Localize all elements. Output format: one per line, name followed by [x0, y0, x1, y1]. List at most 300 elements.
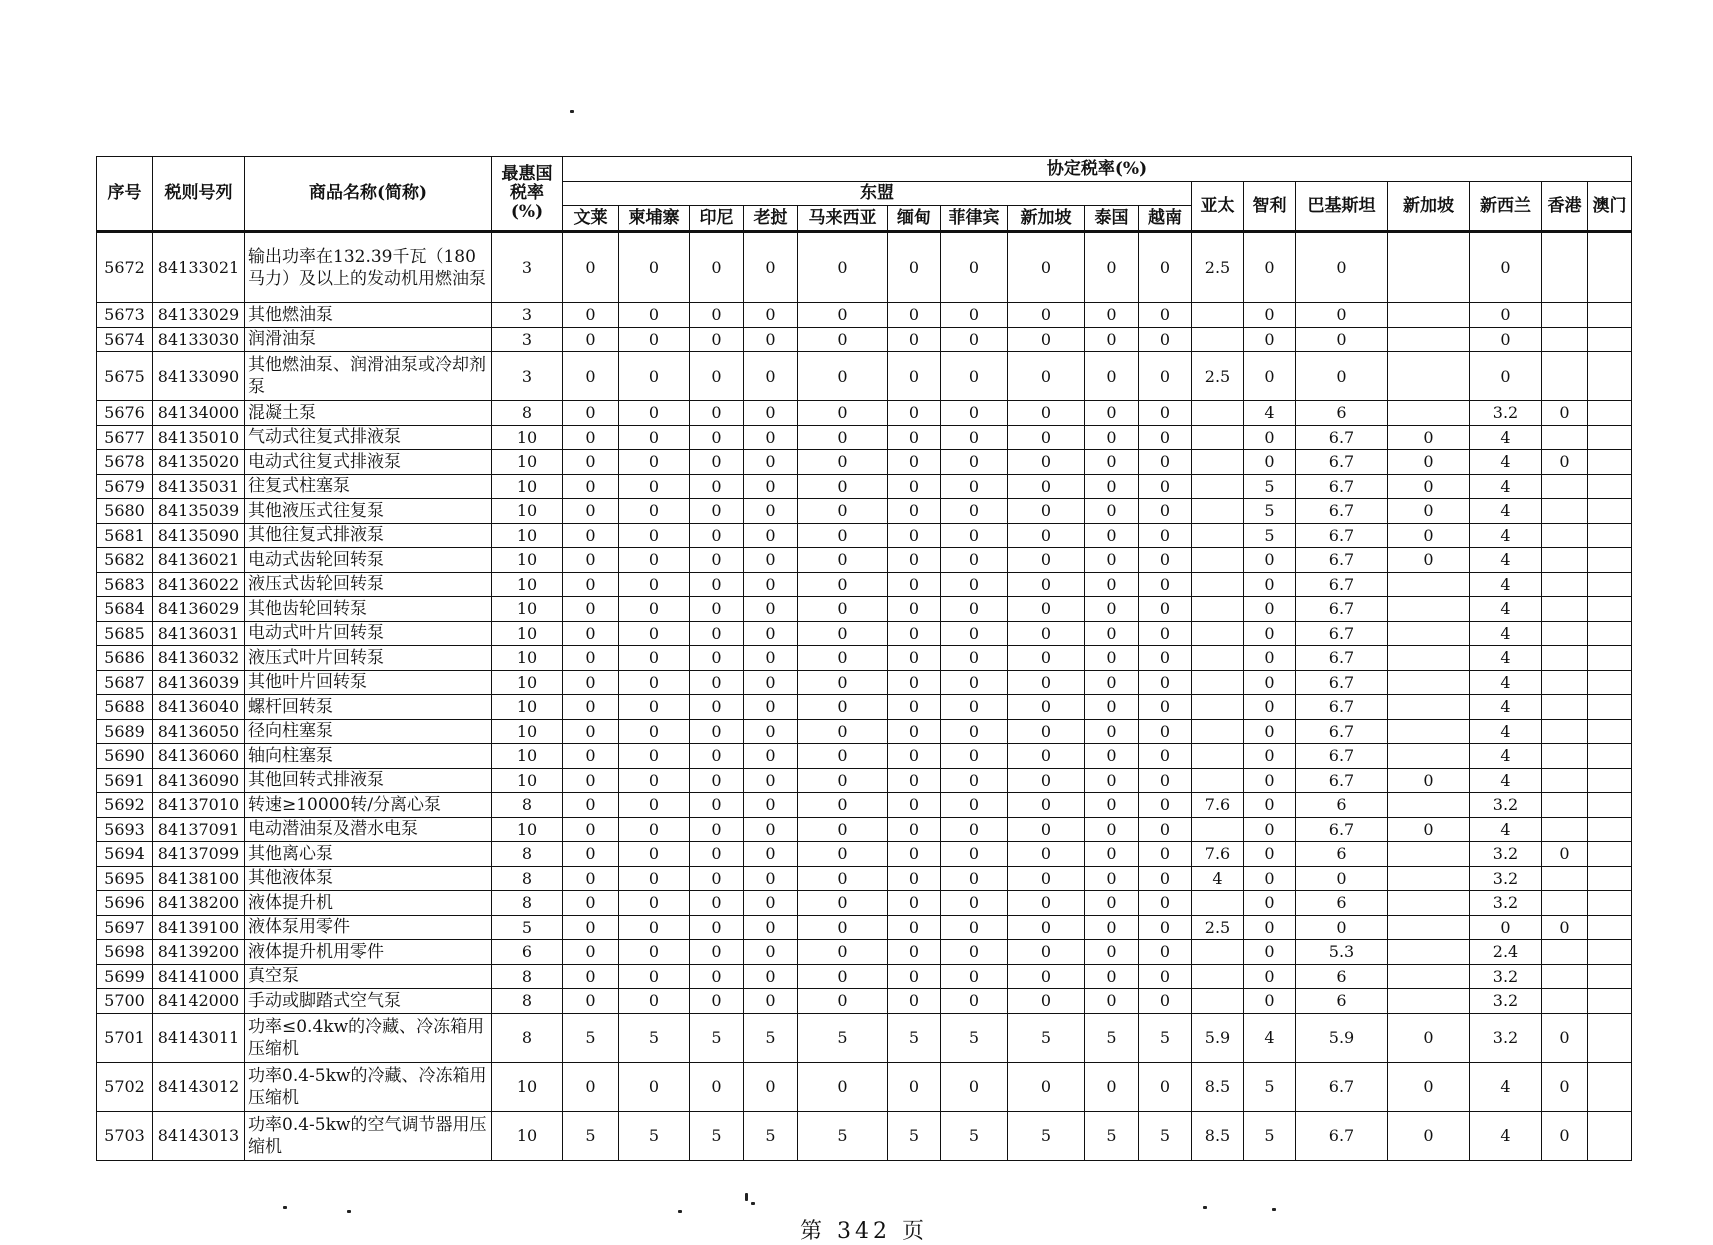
cell-mfn: 10	[492, 646, 563, 671]
cell-asean-rate: 0	[1008, 670, 1085, 695]
cell-agreement-rate: 0	[1296, 866, 1388, 891]
col-header-macau: 澳门	[1588, 182, 1632, 232]
cell-asean-rate: 0	[619, 964, 690, 989]
cell-asean-rate: 0	[690, 1062, 744, 1111]
cell-asean-rate: 0	[798, 670, 888, 695]
cell-asean-rate: 0	[1085, 915, 1139, 940]
cell-asean-rate: 0	[941, 989, 1008, 1014]
cell-asean-rate: 0	[563, 425, 619, 450]
cell-agreement-rate: 0	[1542, 1062, 1588, 1111]
cell-asean-rate: 0	[619, 499, 690, 524]
cell-asean-rate: 0	[690, 646, 744, 671]
cell-asean-rate: 0	[941, 232, 1008, 303]
table-row	[97, 891, 1632, 916]
cell-asean-rate: 0	[1008, 695, 1085, 720]
cell-agreement-rate: 6.7	[1296, 1062, 1388, 1111]
cell-asean-rate: 0	[563, 646, 619, 671]
cell-mfn: 10	[492, 572, 563, 597]
cell-code: 84136060	[153, 744, 245, 769]
cell-code: 84133030	[153, 327, 245, 352]
cell-agreement-rate	[1542, 793, 1588, 818]
cell-asean-rate: 0	[563, 499, 619, 524]
cell-agreement-rate	[1542, 474, 1588, 499]
cell-name: 其他燃油泵、润滑油泵或冷却剂泵	[245, 352, 492, 401]
table-row	[97, 499, 1632, 524]
cell-asean-rate: 0	[1008, 352, 1085, 401]
cell-name: 其他液体泵	[245, 866, 492, 891]
cell-code: 84133029	[153, 303, 245, 328]
cell-asean-rate: 0	[690, 915, 744, 940]
cell-asean-rate: 0	[888, 425, 941, 450]
cell-agreement-rate	[1542, 719, 1588, 744]
cell-asean-rate: 0	[888, 499, 941, 524]
col-header-myanmar: 缅甸	[888, 206, 941, 232]
cell-asean-rate: 0	[941, 450, 1008, 475]
col-header-laos: 老挝	[744, 206, 798, 232]
col-header-code: 税则号列	[153, 157, 245, 232]
cell-agreement-rate	[1542, 352, 1588, 401]
cell-agreement-rate	[1588, 523, 1632, 548]
cell-asean-rate: 5	[563, 1013, 619, 1062]
cell-asean-rate: 0	[563, 940, 619, 965]
cell-asean-rate: 0	[563, 964, 619, 989]
cell-asean-rate: 0	[798, 303, 888, 328]
cell-asean-rate: 0	[1139, 597, 1192, 622]
cell-mfn: 8	[492, 842, 563, 867]
cell-asean-rate: 0	[798, 327, 888, 352]
cell-asean-rate: 0	[619, 768, 690, 793]
cell-asean-rate: 5	[941, 1013, 1008, 1062]
cell-asean-rate: 0	[1085, 523, 1139, 548]
cell-name: 电动式往复式排液泵	[245, 450, 492, 475]
cell-asean-rate: 0	[619, 989, 690, 1014]
cell-agreement-rate: 4	[1470, 450, 1542, 475]
cell-asean-rate: 0	[690, 232, 744, 303]
cell-asean-rate: 0	[1008, 719, 1085, 744]
cell-name: 液体提升机用零件	[245, 940, 492, 965]
cell-mfn: 5	[492, 915, 563, 940]
cell-agreement-rate: 0	[1244, 842, 1296, 867]
cell-asean-rate: 0	[619, 670, 690, 695]
cell-agreement-rate: 5	[1244, 474, 1296, 499]
tariff-sheet	[96, 156, 1632, 1161]
cell-code: 84136029	[153, 597, 245, 622]
cell-agreement-rate	[1542, 499, 1588, 524]
cell-agreement-rate	[1588, 572, 1632, 597]
cell-asean-rate: 0	[690, 719, 744, 744]
cell-name: 螺杆回转泵	[245, 695, 492, 720]
cell-asean-rate: 0	[744, 744, 798, 769]
cell-asean-rate: 0	[744, 817, 798, 842]
cell-asean-rate: 0	[941, 646, 1008, 671]
table-row	[97, 964, 1632, 989]
cell-asean-rate: 0	[563, 523, 619, 548]
cell-asean-rate: 5	[619, 1013, 690, 1062]
cell-agreement-rate	[1542, 768, 1588, 793]
cell-agreement-rate	[1388, 695, 1470, 720]
cell-agreement-rate: 3.2	[1470, 1013, 1542, 1062]
cell-agreement-rate: 0	[1388, 768, 1470, 793]
cell-agreement-rate	[1542, 940, 1588, 965]
page-number: 第 342 页	[800, 1219, 928, 1244]
col-header-asean: 东盟	[563, 182, 1192, 206]
cell-agreement-rate: 0	[1388, 1062, 1470, 1111]
cell-agreement-rate	[1588, 768, 1632, 793]
cell-agreement-rate	[1588, 352, 1632, 401]
col-header-indonesia: 印尼	[690, 206, 744, 232]
cell-agreement-rate: 0	[1296, 303, 1388, 328]
cell-agreement-rate: 4	[1470, 572, 1542, 597]
col-header-agreement: 协定税率(%)	[563, 157, 1632, 182]
cell-asean-rate: 0	[744, 548, 798, 573]
table-row	[97, 327, 1632, 352]
cell-asean-rate: 0	[941, 548, 1008, 573]
cell-name: 其他离心泵	[245, 842, 492, 867]
cell-agreement-rate	[1192, 817, 1244, 842]
cell-code: 84143011	[153, 1013, 245, 1062]
cell-mfn: 8	[492, 1013, 563, 1062]
cell-agreement-rate	[1192, 425, 1244, 450]
cell-agreement-rate	[1388, 327, 1470, 352]
cell-asean-rate: 0	[941, 793, 1008, 818]
cell-asean-rate: 0	[563, 915, 619, 940]
cell-mfn: 10	[492, 474, 563, 499]
cell-name: 其他燃油泵	[245, 303, 492, 328]
cell-mfn: 6	[492, 940, 563, 965]
cell-agreement-rate: 5	[1244, 499, 1296, 524]
cell-asean-rate: 0	[563, 303, 619, 328]
table-row	[97, 793, 1632, 818]
table-row	[97, 474, 1632, 499]
cell-asean-rate: 5	[1008, 1111, 1085, 1160]
cell-agreement-rate	[1192, 989, 1244, 1014]
cell-mfn: 10	[492, 719, 563, 744]
cell-asean-rate: 0	[1085, 817, 1139, 842]
col-header-singapore-fta: 新加坡	[1388, 182, 1470, 232]
cell-code: 84135039	[153, 499, 245, 524]
cell-asean-rate: 0	[1008, 817, 1085, 842]
cell-asean-rate: 0	[941, 768, 1008, 793]
cell-agreement-rate: 2.5	[1192, 352, 1244, 401]
cell-agreement-rate: 6.7	[1296, 548, 1388, 573]
cell-agreement-rate: 0	[1244, 768, 1296, 793]
cell-asean-rate: 0	[888, 842, 941, 867]
cell-agreement-rate: 2.4	[1470, 940, 1542, 965]
cell-asean-rate: 0	[1139, 793, 1192, 818]
cell-agreement-rate: 4	[1244, 401, 1296, 426]
cell-mfn: 10	[492, 768, 563, 793]
cell-asean-rate: 0	[690, 842, 744, 867]
table-row	[97, 646, 1632, 671]
cell-asean-rate: 0	[744, 621, 798, 646]
cell-asean-rate: 0	[1139, 474, 1192, 499]
cell-agreement-rate: 0	[1244, 425, 1296, 450]
cell-agreement-rate: 0	[1388, 425, 1470, 450]
cell-asean-rate: 0	[798, 744, 888, 769]
scan-speck	[751, 1202, 755, 1205]
cell-agreement-rate: 0	[1244, 352, 1296, 401]
cell-agreement-rate: 4	[1470, 695, 1542, 720]
cell-asean-rate: 0	[690, 499, 744, 524]
col-header-apta: 亚太	[1192, 182, 1244, 232]
col-header-chile: 智利	[1244, 182, 1296, 232]
cell-asean-rate: 0	[690, 940, 744, 965]
table-row	[97, 523, 1632, 548]
cell-asean-rate: 0	[1139, 523, 1192, 548]
cell-asean-rate: 0	[1008, 866, 1085, 891]
cell-asean-rate: 0	[941, 915, 1008, 940]
cell-agreement-rate	[1588, 989, 1632, 1014]
cell-agreement-rate: 5.9	[1296, 1013, 1388, 1062]
cell-agreement-rate: 0	[1388, 817, 1470, 842]
cell-asean-rate: 0	[1139, 915, 1192, 940]
cell-asean-rate: 0	[1008, 327, 1085, 352]
cell-asean-rate: 0	[1085, 401, 1139, 426]
cell-name: 转速≥10000转/分离心泵	[245, 793, 492, 818]
cell-asean-rate: 0	[690, 303, 744, 328]
cell-code: 84142000	[153, 989, 245, 1014]
cell-asean-rate: 0	[1008, 450, 1085, 475]
cell-asean-rate: 0	[563, 1062, 619, 1111]
cell-asean-rate: 0	[941, 499, 1008, 524]
col-header-philippines: 菲律宾	[941, 206, 1008, 232]
table-row	[97, 232, 1632, 303]
col-header-cambodia: 柬埔寨	[619, 206, 690, 232]
cell-asean-rate: 0	[941, 401, 1008, 426]
cell-asean-rate: 5	[798, 1111, 888, 1160]
cell-asean-rate: 0	[1008, 768, 1085, 793]
cell-asean-rate: 0	[563, 572, 619, 597]
cell-code: 84137091	[153, 817, 245, 842]
cell-asean-rate: 0	[563, 670, 619, 695]
cell-mfn: 3	[492, 327, 563, 352]
cell-agreement-rate	[1192, 646, 1244, 671]
cell-agreement-rate	[1192, 450, 1244, 475]
col-header-name: 商品名称(简称)	[245, 157, 492, 232]
cell-asean-rate: 0	[941, 572, 1008, 597]
cell-seq: 5695	[97, 866, 153, 891]
cell-agreement-rate: 6	[1296, 842, 1388, 867]
cell-name: 电动式叶片回转泵	[245, 621, 492, 646]
cell-asean-rate: 0	[941, 303, 1008, 328]
cell-seq: 5696	[97, 891, 153, 916]
cell-agreement-rate: 6.7	[1296, 670, 1388, 695]
cell-asean-rate: 0	[941, 940, 1008, 965]
cell-agreement-rate: 6	[1296, 891, 1388, 916]
cell-asean-rate: 0	[744, 670, 798, 695]
cell-asean-rate: 0	[690, 744, 744, 769]
cell-seq: 5684	[97, 597, 153, 622]
cell-name: 润滑油泵	[245, 327, 492, 352]
cell-asean-rate: 0	[888, 646, 941, 671]
cell-name: 其他叶片回转泵	[245, 670, 492, 695]
cell-seq: 5673	[97, 303, 153, 328]
table-row	[97, 670, 1632, 695]
cell-asean-rate: 5	[1139, 1111, 1192, 1160]
table-row	[97, 695, 1632, 720]
cell-agreement-rate	[1192, 597, 1244, 622]
cell-agreement-rate	[1542, 232, 1588, 303]
cell-seq: 5687	[97, 670, 153, 695]
cell-mfn: 10	[492, 597, 563, 622]
cell-asean-rate: 0	[1085, 499, 1139, 524]
cell-asean-rate: 0	[1085, 646, 1139, 671]
cell-agreement-rate: 0	[1470, 915, 1542, 940]
cell-asean-rate: 0	[888, 450, 941, 475]
cell-agreement-rate	[1192, 327, 1244, 352]
tariff-body	[97, 232, 1632, 1161]
cell-seq: 5672	[97, 232, 153, 303]
cell-asean-rate: 0	[744, 401, 798, 426]
cell-agreement-rate: 0	[1244, 891, 1296, 916]
cell-agreement-rate	[1388, 915, 1470, 940]
cell-agreement-rate	[1588, 450, 1632, 475]
cell-name: 其他齿轮回转泵	[245, 597, 492, 622]
cell-agreement-rate: 4	[1470, 621, 1542, 646]
cell-agreement-rate	[1192, 474, 1244, 499]
cell-seq: 5678	[97, 450, 153, 475]
cell-asean-rate: 0	[1008, 646, 1085, 671]
cell-code: 84137099	[153, 842, 245, 867]
cell-agreement-rate: 4	[1192, 866, 1244, 891]
cell-asean-rate: 0	[888, 793, 941, 818]
cell-asean-rate: 0	[798, 621, 888, 646]
cell-asean-rate: 0	[1085, 695, 1139, 720]
cell-asean-rate: 0	[798, 1062, 888, 1111]
cell-agreement-rate: 6	[1296, 964, 1388, 989]
cell-asean-rate: 0	[619, 842, 690, 867]
cell-agreement-rate	[1588, 670, 1632, 695]
cell-agreement-rate: 0	[1244, 646, 1296, 671]
cell-agreement-rate	[1388, 989, 1470, 1014]
cell-asean-rate: 0	[888, 989, 941, 1014]
table-row	[97, 1062, 1632, 1111]
cell-agreement-rate	[1588, 327, 1632, 352]
cell-asean-rate: 0	[563, 327, 619, 352]
scan-speck	[347, 1210, 351, 1213]
cell-seq: 5694	[97, 842, 153, 867]
cell-asean-rate: 0	[744, 989, 798, 1014]
cell-agreement-rate: 5.9	[1192, 1013, 1244, 1062]
cell-asean-rate: 0	[1008, 523, 1085, 548]
cell-asean-rate: 0	[888, 866, 941, 891]
cell-agreement-rate	[1192, 891, 1244, 916]
cell-asean-rate: 0	[1139, 719, 1192, 744]
cell-mfn: 10	[492, 1062, 563, 1111]
cell-asean-rate: 0	[941, 817, 1008, 842]
table-row	[97, 915, 1632, 940]
cell-seq: 5699	[97, 964, 153, 989]
cell-asean-rate: 0	[619, 817, 690, 842]
cell-asean-rate: 0	[690, 964, 744, 989]
cell-mfn: 3	[492, 232, 563, 303]
table-row	[97, 401, 1632, 426]
cell-agreement-rate: 6.7	[1296, 817, 1388, 842]
cell-agreement-rate	[1192, 621, 1244, 646]
cell-code: 84136040	[153, 695, 245, 720]
cell-asean-rate: 0	[744, 866, 798, 891]
cell-asean-rate: 0	[1085, 548, 1139, 573]
cell-asean-rate: 0	[941, 621, 1008, 646]
cell-agreement-rate	[1588, 940, 1632, 965]
cell-agreement-rate: 0	[1470, 352, 1542, 401]
cell-asean-rate: 0	[1139, 450, 1192, 475]
cell-asean-rate: 0	[1139, 548, 1192, 573]
cell-asean-rate: 0	[1139, 817, 1192, 842]
cell-asean-rate: 0	[798, 964, 888, 989]
cell-agreement-rate	[1542, 425, 1588, 450]
cell-asean-rate: 0	[798, 817, 888, 842]
cell-code: 84139100	[153, 915, 245, 940]
cell-asean-rate: 0	[798, 891, 888, 916]
cell-asean-rate: 0	[1008, 842, 1085, 867]
cell-asean-rate: 0	[744, 768, 798, 793]
cell-asean-rate: 5	[744, 1111, 798, 1160]
cell-asean-rate: 0	[1139, 572, 1192, 597]
cell-agreement-rate: 0	[1244, 744, 1296, 769]
cell-seq: 5693	[97, 817, 153, 842]
table-row	[97, 621, 1632, 646]
cell-agreement-rate	[1588, 1013, 1632, 1062]
cell-asean-rate: 0	[690, 989, 744, 1014]
cell-agreement-rate: 0	[1542, 450, 1588, 475]
cell-name: 轴向柱塞泵	[245, 744, 492, 769]
cell-asean-rate: 0	[1139, 891, 1192, 916]
cell-asean-rate: 0	[941, 842, 1008, 867]
cell-name: 功率≤0.4kw的冷藏、冷冻箱用压缩机	[245, 1013, 492, 1062]
cell-mfn: 10	[492, 523, 563, 548]
cell-asean-rate: 0	[563, 352, 619, 401]
cell-asean-rate: 0	[690, 695, 744, 720]
cell-agreement-rate	[1388, 352, 1470, 401]
cell-agreement-rate: 6.7	[1296, 425, 1388, 450]
cell-asean-rate: 0	[1139, 866, 1192, 891]
cell-asean-rate: 0	[941, 327, 1008, 352]
cell-asean-rate: 0	[888, 548, 941, 573]
cell-agreement-rate: 0	[1296, 915, 1388, 940]
cell-seq: 5688	[97, 695, 153, 720]
cell-asean-rate: 0	[1008, 964, 1085, 989]
cell-agreement-rate: 0	[1244, 232, 1296, 303]
cell-agreement-rate	[1588, 744, 1632, 769]
cell-agreement-rate: 4	[1244, 1013, 1296, 1062]
cell-agreement-rate	[1388, 719, 1470, 744]
cell-asean-rate: 0	[888, 352, 941, 401]
cell-asean-rate: 0	[1085, 842, 1139, 867]
cell-agreement-rate	[1542, 597, 1588, 622]
cell-agreement-rate	[1588, 1062, 1632, 1111]
cell-asean-rate: 0	[1008, 744, 1085, 769]
cell-asean-rate: 0	[619, 597, 690, 622]
cell-name: 电动潜油泵及潜水电泵	[245, 817, 492, 842]
cell-asean-rate: 0	[1008, 940, 1085, 965]
cell-asean-rate: 5	[1085, 1013, 1139, 1062]
cell-agreement-rate	[1588, 425, 1632, 450]
cell-mfn: 8	[492, 866, 563, 891]
cell-agreement-rate: 0	[1542, 1111, 1588, 1160]
cell-mfn: 8	[492, 793, 563, 818]
col-header-seq: 序号	[97, 157, 153, 232]
cell-agreement-rate	[1192, 523, 1244, 548]
cell-asean-rate: 0	[619, 572, 690, 597]
cell-code: 84141000	[153, 964, 245, 989]
cell-asean-rate: 0	[1139, 842, 1192, 867]
cell-name: 液体泵用零件	[245, 915, 492, 940]
cell-code: 84135031	[153, 474, 245, 499]
cell-asean-rate: 0	[744, 523, 798, 548]
scan-speck	[570, 110, 574, 113]
cell-asean-rate: 0	[941, 744, 1008, 769]
